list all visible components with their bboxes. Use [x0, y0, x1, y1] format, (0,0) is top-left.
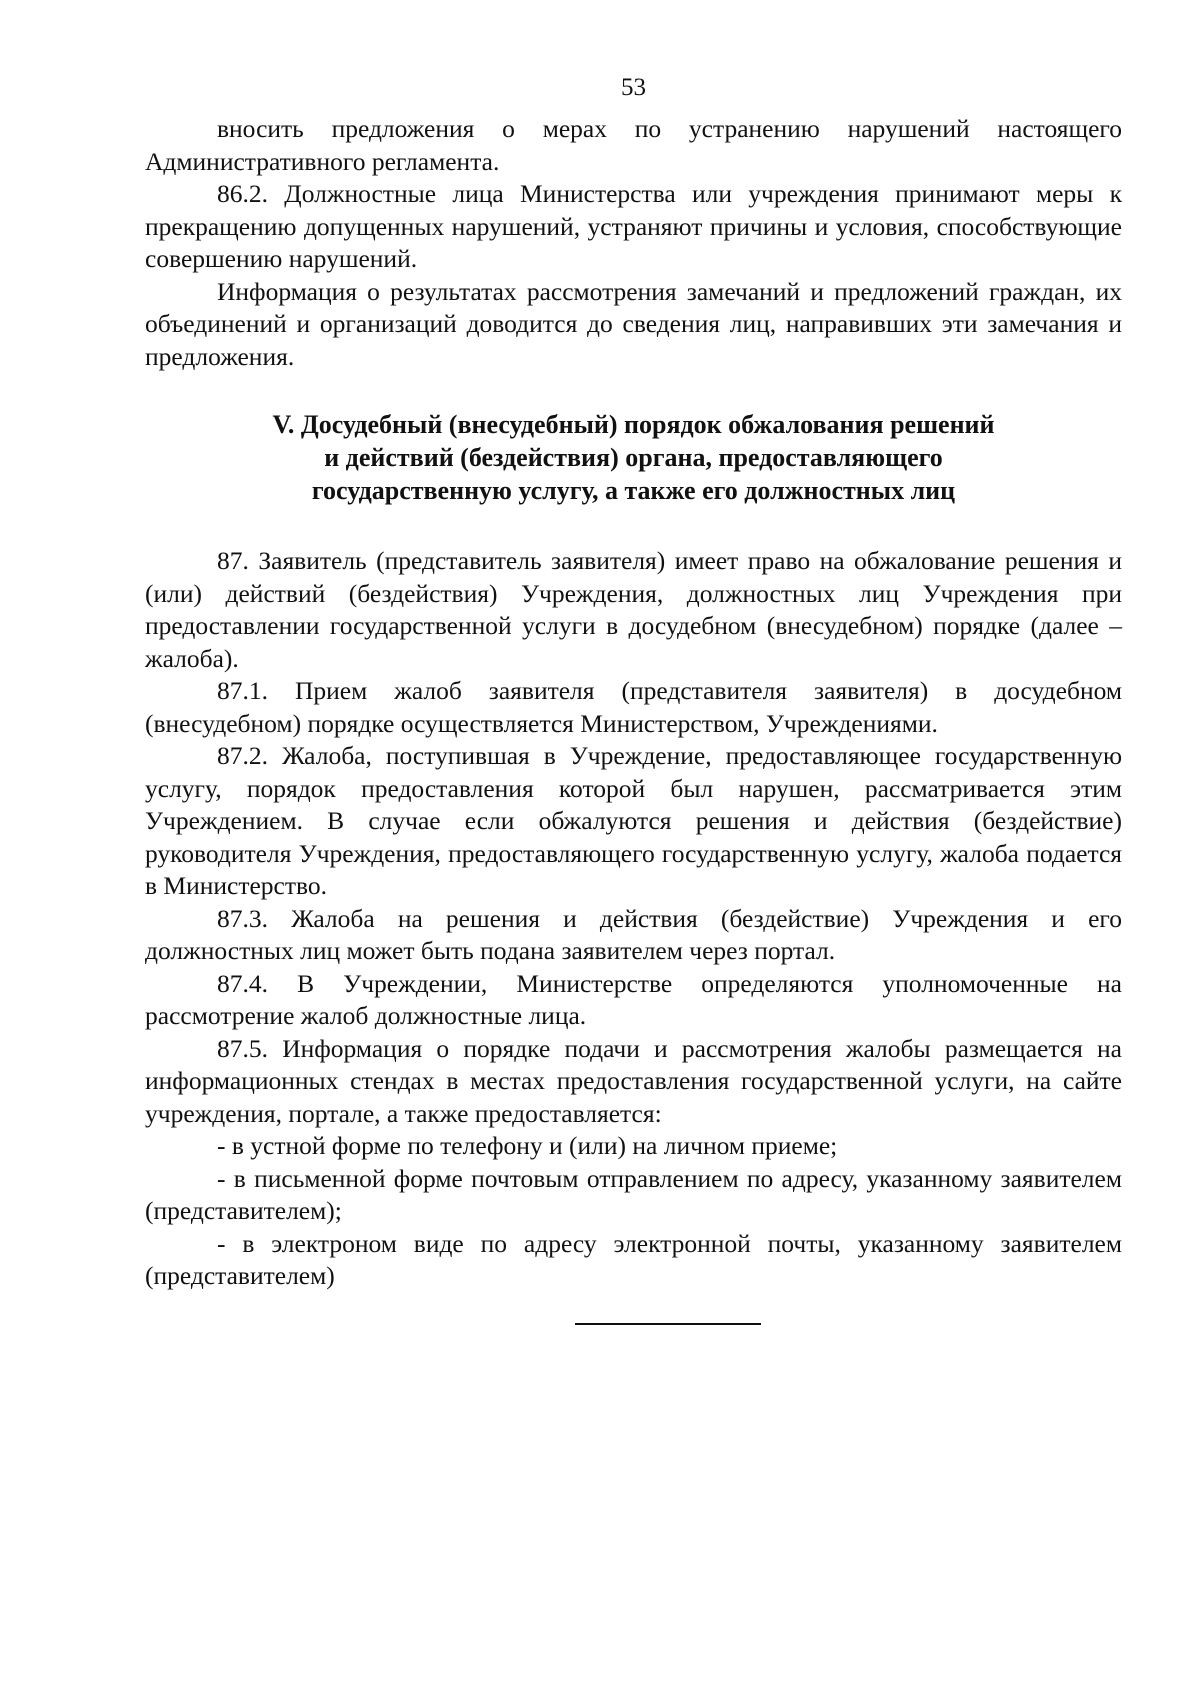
- paragraph-proposals-continuation: вносить предложения о мерах по устранению нарушений настоящего Административного регламента.: [145, 114, 1122, 176]
- document-body: [145, 113, 1122, 1293]
- paragraph-87-3: 87.3. Жалоба на решения и действия (бездействие) Учреждения и его должностных лиц может быть подана заявителем через портал.: [145, 903, 1122, 965]
- paragraph-86-2: 86.2. Должностные лица Министерства или учреждения принимают меры к прекращению допущенных нарушений, устраняют причины и условия, способствующие совершению нарушений.: [145, 179, 1122, 273]
- paragraph-87: 87. Заявитель (представитель заявителя) имеет право на обжалование решения и (или) действий (бездействия) Учреждения, должностных лиц Учреждения при предоставлении государственной услуги в досудебном (внесудебном) порядке (далее – жалоба).: [145, 546, 1122, 673]
- section-heading-line-1: V. Досудебный (внесудебный) порядок обжалования решений: [272, 410, 995, 439]
- paragraph-87-2: 87.2. Жалоба, поступившая в Учреждение, предоставляющее государственную услугу, порядок предоставления которой был нарушен, рассматривается этим Учреждением. В случае если обжалуются решения и действия (бездействие) руководителя Учреждения, предоставляющего государственную услугу, жалоба подается в Министерство.: [145, 741, 1122, 900]
- page-number: 53: [621, 74, 646, 101]
- paragraph-information-results: Информация о результатах рассмотрения замечаний и предложений граждан, их объединений и организаций доводится до сведения лиц, направивших эти замечания и предложения.: [145, 276, 1122, 371]
- list-item-written-form: - в письменной форме почтовым отправлением по адресу, указанному заявителем (представителем);: [145, 1163, 1122, 1225]
- end-of-document-rule: [575, 1323, 761, 1325]
- paragraph-87-5: 87.5. Информация о порядке подачи и рассмотрения жалобы размещается на информационных стендах в местах предоставления государственной услуги, на сайте учреждения, портале, а также предоставляется:: [145, 1033, 1122, 1128]
- paragraph-87-1: 87.1. Прием жалоб заявителя (представителя заявителя) в досудебном (внесудебном) порядке осуществляется Министерством, Учреждениями.: [145, 676, 1122, 738]
- section-heading-line-2: и действий (бездействия) органа, предоставляющего: [324, 443, 943, 472]
- paragraph-87-4: 87.4. В Учреждении, Министерстве определяются уполномоченные на рассмотрение жалоб должностные лица.: [145, 968, 1122, 1030]
- list-item-oral-form: - в устной форме по телефону и (или) на личном приеме;: [217, 1131, 838, 1160]
- list-item-electronic-form: - в электроном виде по адресу электронной почты, указанному заявителем (представителем): [145, 1228, 1122, 1290]
- section-heading-line-3: государственную услугу, а также его должностных лиц: [311, 476, 956, 505]
- section-heading: [145, 408, 1122, 507]
